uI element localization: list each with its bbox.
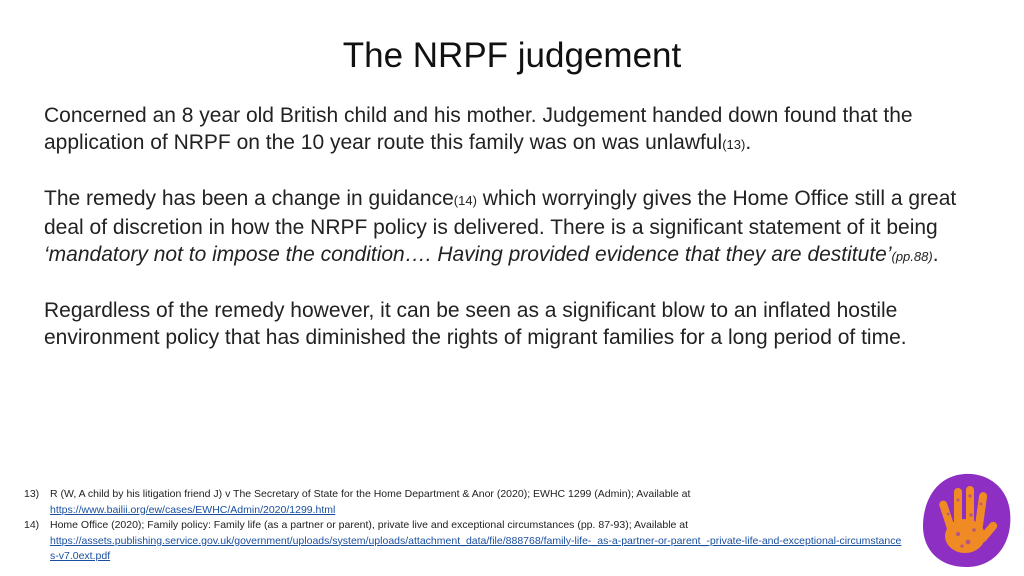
reference-pp88: (pp.88) (891, 249, 933, 264)
paragraph-remedy-text-a: The remedy has been a change in guidance (44, 187, 454, 210)
reference-14: (14) (453, 193, 477, 208)
paragraph-end: . (745, 131, 752, 154)
footnote-body (50, 518, 904, 565)
footnote-number: 13) (24, 488, 40, 500)
reference-13: (13) (722, 137, 746, 152)
paragraph-remedy-text-b: which worryingly gives the Home Office still a great deal of discretion in how the NRPF policy is delivered. There is a significant statement of it being (44, 187, 957, 239)
paragraph-conclusion-text: Regardless of the remedy however, it can be seen as a significant blow to an inflated hostile environment policy that has diminished the rights of migrant families for a long period of time. (44, 299, 907, 349)
footnote-text: Home Office (2020); Family policy: Family life (as a partner or parent), private live and exceptional circumstances (pp. 87-93); Available at (50, 519, 689, 531)
paragraph-end: . (932, 243, 939, 266)
footnote-14 (24, 518, 904, 565)
footnotes (24, 487, 904, 565)
footnote-text: R (W, A child by his litigation friend J) v The Secretary of State for the Home Department & Anor (2020); EWHC 1299 (Admin); Available at (50, 488, 691, 500)
paragraph-conclusion (44, 297, 994, 351)
footnote-body (50, 487, 904, 518)
guidance-quote: ‘mandatory not to impose the condition…. Having provided evidence that they are destitute’ (44, 243, 892, 266)
slide-title: The NRPF judgement (342, 36, 682, 75)
footnote-13 (24, 487, 904, 518)
paragraph-remedy (44, 185, 994, 270)
footnote-link[interactable]: https://www.bailii.org/ew/cases/EWHC/Admin/2020/1299.html (50, 503, 336, 516)
handprint-logo-icon (918, 470, 1014, 570)
paragraph-judgement-text: Concerned an 8 year old British child and his mother. Judgement handed down found that the application of NRPF on the 10 year route this family was on was unlawful (44, 104, 913, 154)
footnote-number: 14) (24, 519, 40, 531)
footnote-link[interactable]: https://assets.publishing.service.gov.uk/government/uploads/system/uploads/attachment_data/file/888768/family-life-_as-a-partner-or-parent_-private-life-and-exceptional-circumstances-v7.0ext.pdf (50, 534, 902, 562)
slide-body (44, 102, 994, 378)
paragraph-judgement (44, 102, 994, 158)
